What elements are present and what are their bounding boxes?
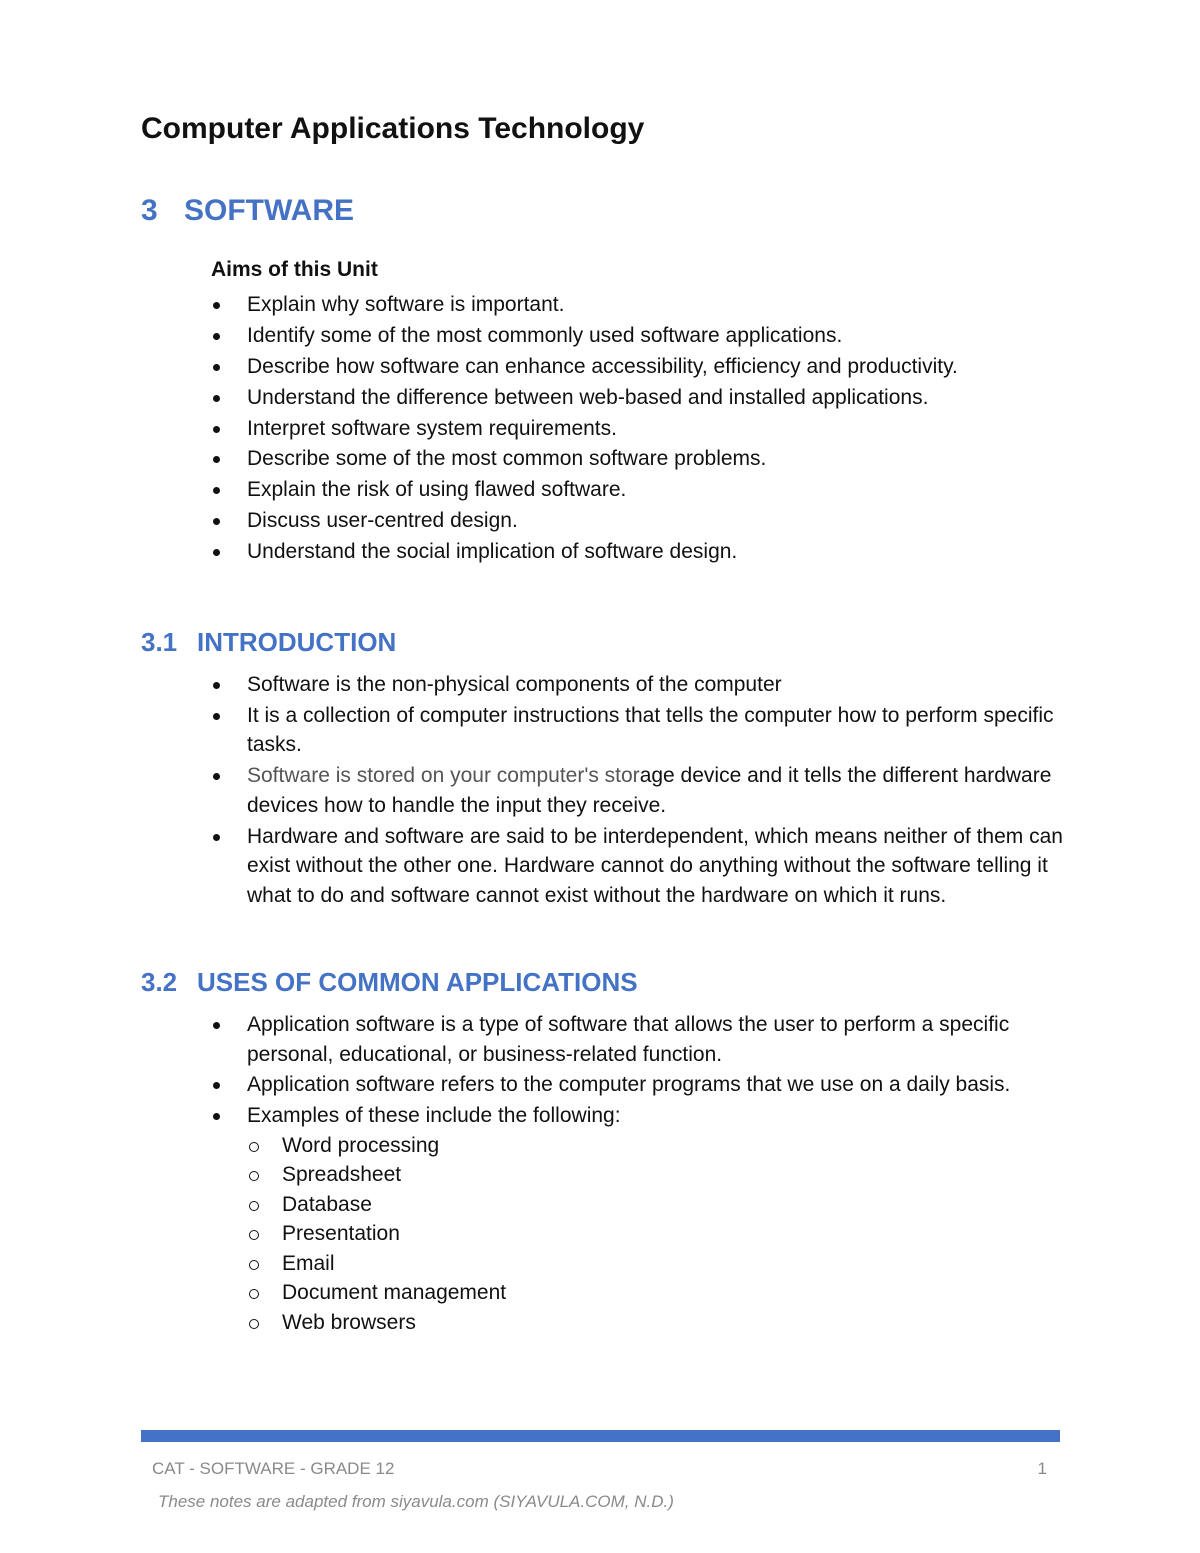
aim-item: Understand the difference between web-based and installed applications. bbox=[211, 383, 1071, 413]
applications-item: Application software refers to the computer programs that we use on a daily basis. bbox=[211, 1070, 1071, 1100]
section-3-number: 3 bbox=[141, 194, 158, 227]
examples-intro: Examples of these include the following: bbox=[247, 1104, 621, 1128]
example-item: Web browsers bbox=[211, 1308, 1071, 1338]
section-3-heading bbox=[141, 192, 354, 230]
aim-item: Discuss user-centred design. bbox=[211, 506, 1071, 536]
introduction-item bbox=[211, 761, 1071, 820]
applications-list bbox=[211, 1010, 1071, 1339]
example-item: Email bbox=[211, 1249, 1071, 1279]
aim-item: Explain why software is important. bbox=[211, 290, 1071, 320]
example-item: Presentation bbox=[211, 1219, 1071, 1249]
section-3-2-number: 3.2 bbox=[141, 967, 178, 997]
section-3-1-title: INTRODUCTION bbox=[197, 627, 397, 657]
document-title: Computer Applications Technology bbox=[141, 112, 645, 145]
introduction-item: It is a collection of computer instructions that tells the computer how to perform specific tasks. bbox=[211, 701, 1071, 760]
stored-text-grey: Software is stored on your computer's stor bbox=[247, 764, 640, 788]
aim-item: Interpret software system requirements. bbox=[211, 414, 1071, 444]
section-3-2-title: USES OF COMMON APPLICATIONS bbox=[197, 967, 638, 997]
introduction-item: Software is the non-physical components of the computer bbox=[211, 670, 1071, 700]
section-3-1-heading bbox=[141, 626, 396, 658]
section-3-1-number: 3.1 bbox=[141, 627, 178, 657]
aim-item: Explain the risk of using flawed software. bbox=[211, 475, 1071, 505]
section-3-2-heading bbox=[141, 966, 638, 998]
example-item: Spreadsheet bbox=[211, 1160, 1071, 1190]
footer-divider-bar bbox=[141, 1430, 1060, 1442]
applications-item: Application software is a type of software that allows the user to perform a specific personal, educational, or business-related function. bbox=[211, 1010, 1071, 1069]
footer-attribution-note: These notes are adapted from siyavula.com (SIYAVULA.COM, N.D.) bbox=[158, 1492, 674, 1511]
page-number: 1 bbox=[1037, 1459, 1047, 1478]
examples-list bbox=[211, 1131, 1071, 1338]
example-item: Word processing bbox=[211, 1131, 1071, 1161]
example-item: Database bbox=[211, 1190, 1071, 1220]
stored-text-black: age device and it tells the different hardware devices how to handle the input they receive. bbox=[247, 764, 1052, 817]
aims-list bbox=[211, 290, 1071, 568]
example-item: Document management bbox=[211, 1278, 1071, 1308]
introduction-item: Hardware and software are said to be interdependent, which means neither of them can exist without the other one. Hardware cannot do anything without the software telling it what to do and software cannot exist without the hardware on which it runs. bbox=[211, 822, 1071, 911]
applications-item bbox=[211, 1101, 1071, 1337]
aim-item: Describe how software can enhance accessibility, efficiency and productivity. bbox=[211, 352, 1071, 382]
section-3-title: SOFTWARE bbox=[184, 194, 354, 227]
aim-item: Understand the social implication of software design. bbox=[211, 537, 1071, 567]
footer-label: CAT - SOFTWARE - GRADE 12 bbox=[152, 1459, 395, 1478]
aim-item: Identify some of the most commonly used software applications. bbox=[211, 321, 1071, 351]
aim-item: Describe some of the most common software problems. bbox=[211, 444, 1071, 474]
introduction-list bbox=[211, 670, 1071, 912]
aims-title: Aims of this Unit bbox=[211, 258, 378, 281]
